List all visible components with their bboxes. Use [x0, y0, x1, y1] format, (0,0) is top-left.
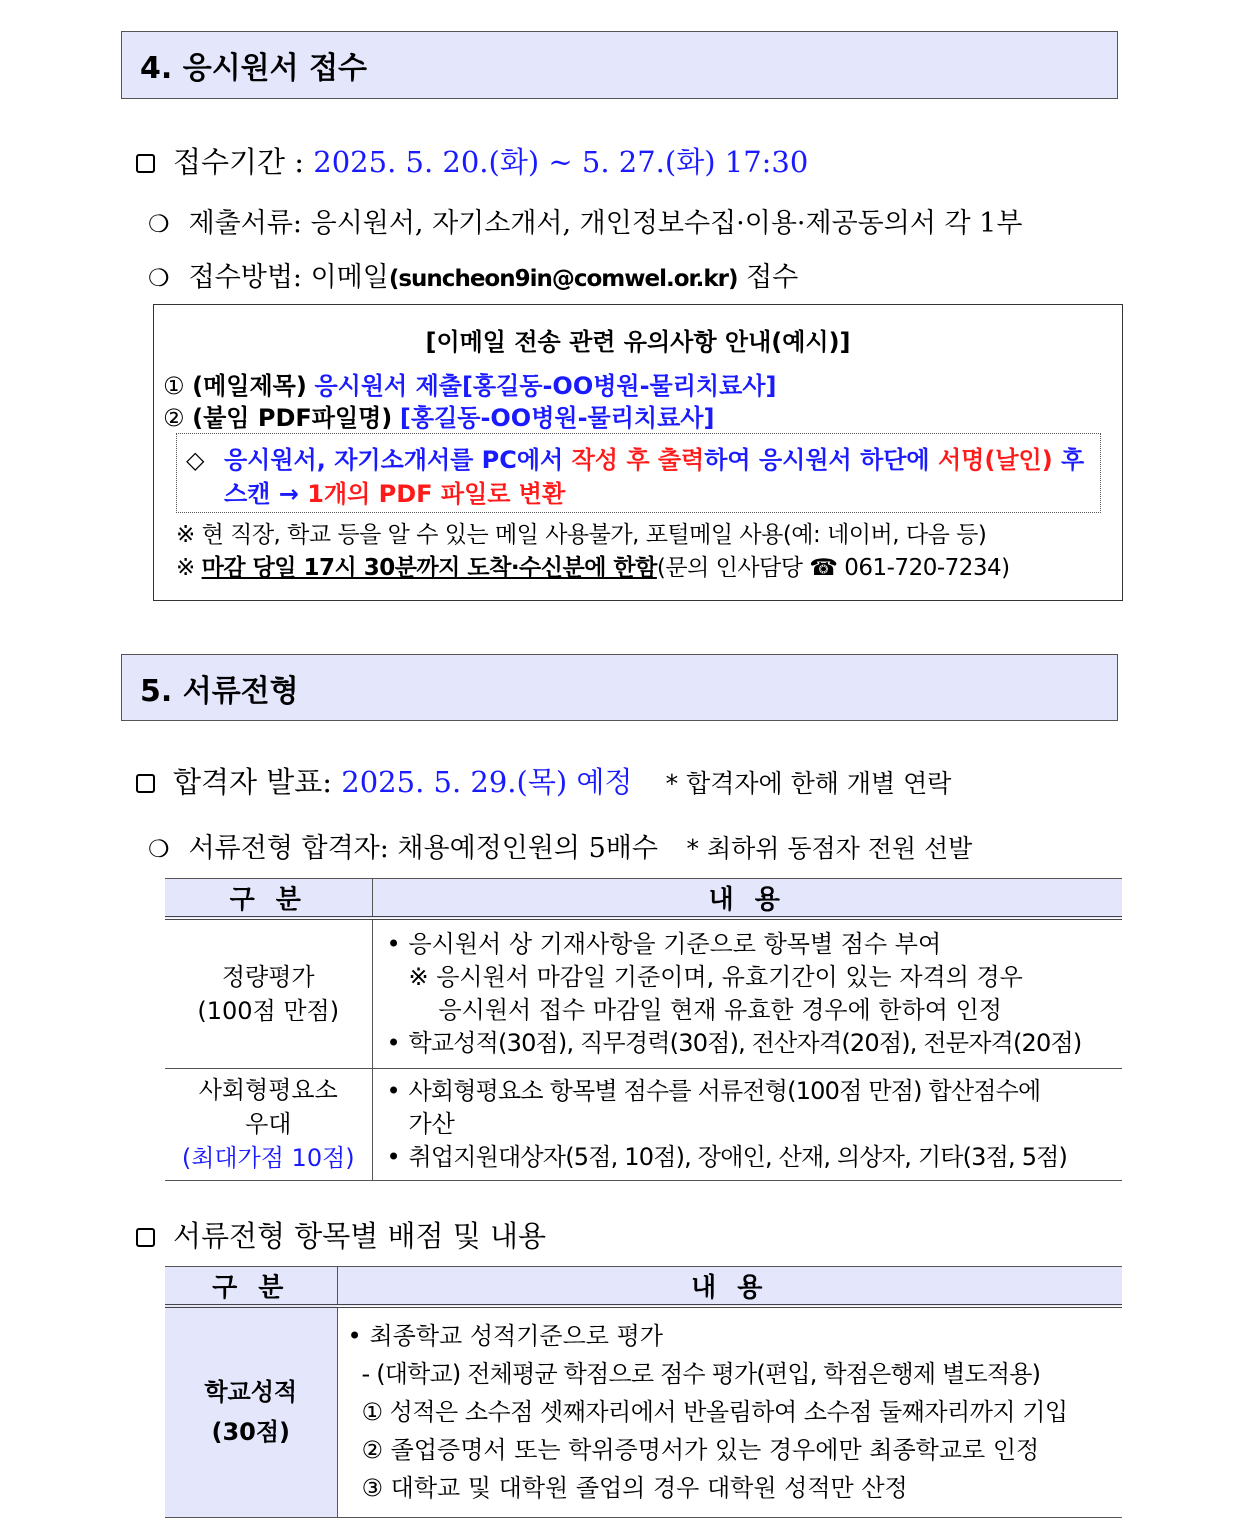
item-1-number: ①: [163, 372, 185, 400]
instruction-part-c: 하여 응시원서 하단에: [704, 446, 938, 474]
row-content: [337, 1306, 1122, 1517]
content-line: ※ 응시원서 마감일 기준이며, 유효기간이 있는 자격의 경우: [408, 962, 1023, 991]
instruction2-part-b: 1개의 PDF 파일로 변환: [307, 480, 566, 508]
bullet-icon: •: [347, 1322, 362, 1351]
content-line: ① 성적은 소수점 셋째자리에서 반올림하여 소수점 둘째자리까지 기입: [361, 1398, 1068, 1427]
section-4-header: [121, 31, 1118, 99]
content-line: - (대학교) 전체평균 학점으로 점수 평가(편입, 학점은행제 별도적용): [361, 1360, 1041, 1389]
checkbox-square-icon: [136, 1228, 155, 1247]
instruction-line-1: [186, 440, 1084, 475]
diamond-icon: ◇: [186, 446, 205, 474]
notice-note-2: [176, 549, 1010, 582]
method-label: 접수방법: 이메일: [188, 262, 389, 293]
section-5-header: [121, 654, 1118, 721]
header-content: 내 용: [337, 1267, 1122, 1307]
instruction-line-2: [224, 474, 565, 509]
circle-bullet-icon: ❍: [148, 264, 170, 292]
scoring-table: [165, 1266, 1122, 1518]
category-line: 정량평가: [221, 962, 315, 991]
content-line: 가산: [408, 1109, 455, 1138]
instruction-part-a: 응시원서, 자기소개서를 PC에서: [224, 446, 572, 474]
method-suffix: 접수: [737, 262, 799, 293]
item-1-label: (메일제목): [192, 372, 307, 400]
item-2-number: ②: [163, 404, 185, 432]
category-line: 사회형평요소: [198, 1076, 338, 1104]
method-line: [148, 255, 798, 294]
table-row: [165, 1068, 1122, 1180]
category-line: (100점 만점): [197, 996, 340, 1025]
content-line: ② 졸업증명서 또는 학위증명서가 있는 경우에만 최종학교로 인정: [361, 1436, 1040, 1465]
instruction-part-b: 작성 후 출력: [571, 446, 705, 474]
category-line: 우대: [245, 1110, 292, 1138]
circle-bullet-icon: ❍: [148, 210, 170, 238]
period-label: 접수기간 :: [173, 145, 314, 179]
period-value: 2025. 5. 20.(화) ~ 5. 27.(화) 17:30: [313, 145, 809, 179]
section-4-title: 4. 응시원서 접수: [140, 51, 368, 86]
header-category: 구 분: [165, 879, 372, 919]
content-line: 응시원서 상 기재사항을 기준으로 항목별 점수 부여: [408, 929, 942, 958]
row-content: [372, 918, 1122, 1068]
docs-label: 제출서류:: [188, 208, 311, 239]
docs-value: 응시원서, 자기소개서, 개인정보수집·이용·제공동의서 각 1부: [310, 208, 1023, 239]
notice-note-1: ※ 현 직장, 학교 등을 알 수 있는 메일 사용불가, 포털메일 사용(예: 네이버, 다음 등): [176, 522, 987, 548]
bullet-icon: •: [386, 1028, 401, 1057]
announce-label: 합격자 발표:: [173, 765, 342, 799]
content-line: 취업지원대상자(5점, 10점), 장애인, 산재, 의상자, 기타(3점, 5점): [408, 1142, 1068, 1171]
category-line: (30점): [211, 1418, 291, 1447]
announce-value: 2025. 5. 29.(목) 예정: [341, 765, 633, 799]
note-2-mark: ※: [176, 555, 202, 581]
announce-line: [136, 760, 951, 801]
header-category: 구 분: [165, 1267, 337, 1307]
bullet-icon: •: [386, 1076, 401, 1105]
scoring-title: 서류전형 항목별 배점 및 내용: [173, 1219, 547, 1253]
table-header-row: [165, 879, 1122, 919]
instruction2-part-a: 스캔 →: [224, 480, 308, 508]
screening-table: [165, 878, 1122, 1181]
category-line: 학교성적: [204, 1378, 298, 1407]
notice-heading: [이메일 전송 관련 유의사항 안내(예시)]: [425, 328, 851, 356]
checkbox-square-icon: [136, 774, 155, 793]
item-2-label: (붙임 PDF파일명): [192, 404, 393, 432]
period-line: [136, 140, 808, 181]
header-content: 내 용: [372, 879, 1122, 919]
pass-note: * 최하위 동점자 전원 선발: [686, 834, 973, 863]
note-2-rest: (문의 인사담당 ☎ 061-720-7234): [656, 555, 1010, 581]
instruction-part-e: 후: [1052, 446, 1085, 474]
content-line: 학교성적(30점), 직무경력(30점), 전산자격(20점), 전문자격(20점): [408, 1028, 1082, 1057]
content-line: 사회형평요소 항목별 점수를 서류전형(100점 만점) 합산점수에: [408, 1076, 1041, 1105]
row-content: [372, 1068, 1122, 1180]
docs-line: [148, 201, 1022, 240]
section-5-title: 5. 서류전형: [140, 673, 299, 709]
category-line: (최대가점 10점): [181, 1144, 355, 1172]
announce-note: * 합격자에 한해 개별 연락: [665, 769, 952, 798]
circle-bullet-icon: ❍: [148, 835, 170, 863]
row-category: [165, 1306, 337, 1517]
notice-item-2: [163, 398, 714, 433]
table-header-row: [165, 1267, 1122, 1307]
scoring-title-line: [136, 1214, 546, 1255]
table-row: [165, 918, 1122, 1068]
bullet-icon: •: [386, 929, 401, 958]
content-line: 최종학교 성적기준으로 평가: [369, 1322, 663, 1351]
table-row: [165, 1306, 1122, 1517]
note-2-bold: 마감 당일 17시 30분까지 도착·수신분에 한함: [201, 555, 657, 581]
content-line: 응시원서 접수 마감일 현재 유효한 경우에 한하여 인정: [438, 995, 1002, 1024]
bullet-icon: •: [386, 1142, 401, 1171]
pass-label: 서류전형 합격자: 채용예정인원의 5배수: [188, 833, 658, 864]
notice-item-1: [163, 366, 776, 401]
instruction-part-d: 서명(날인): [937, 446, 1053, 474]
content-line: ③ 대학교 및 대학원 졸업의 경우 대학원 성적만 산정: [361, 1474, 908, 1503]
item-1-value: 응시원서 제출[홍길동-OO병원-물리치료사]: [314, 372, 777, 400]
row-category: [165, 918, 372, 1068]
item-2-value: [홍길동-OO병원-물리치료사]: [399, 404, 715, 432]
pass-line: [148, 826, 972, 865]
row-category: [165, 1068, 372, 1180]
checkbox-square-icon: [136, 154, 155, 173]
method-email: (suncheon9in@comwel.or.kr): [388, 266, 738, 292]
